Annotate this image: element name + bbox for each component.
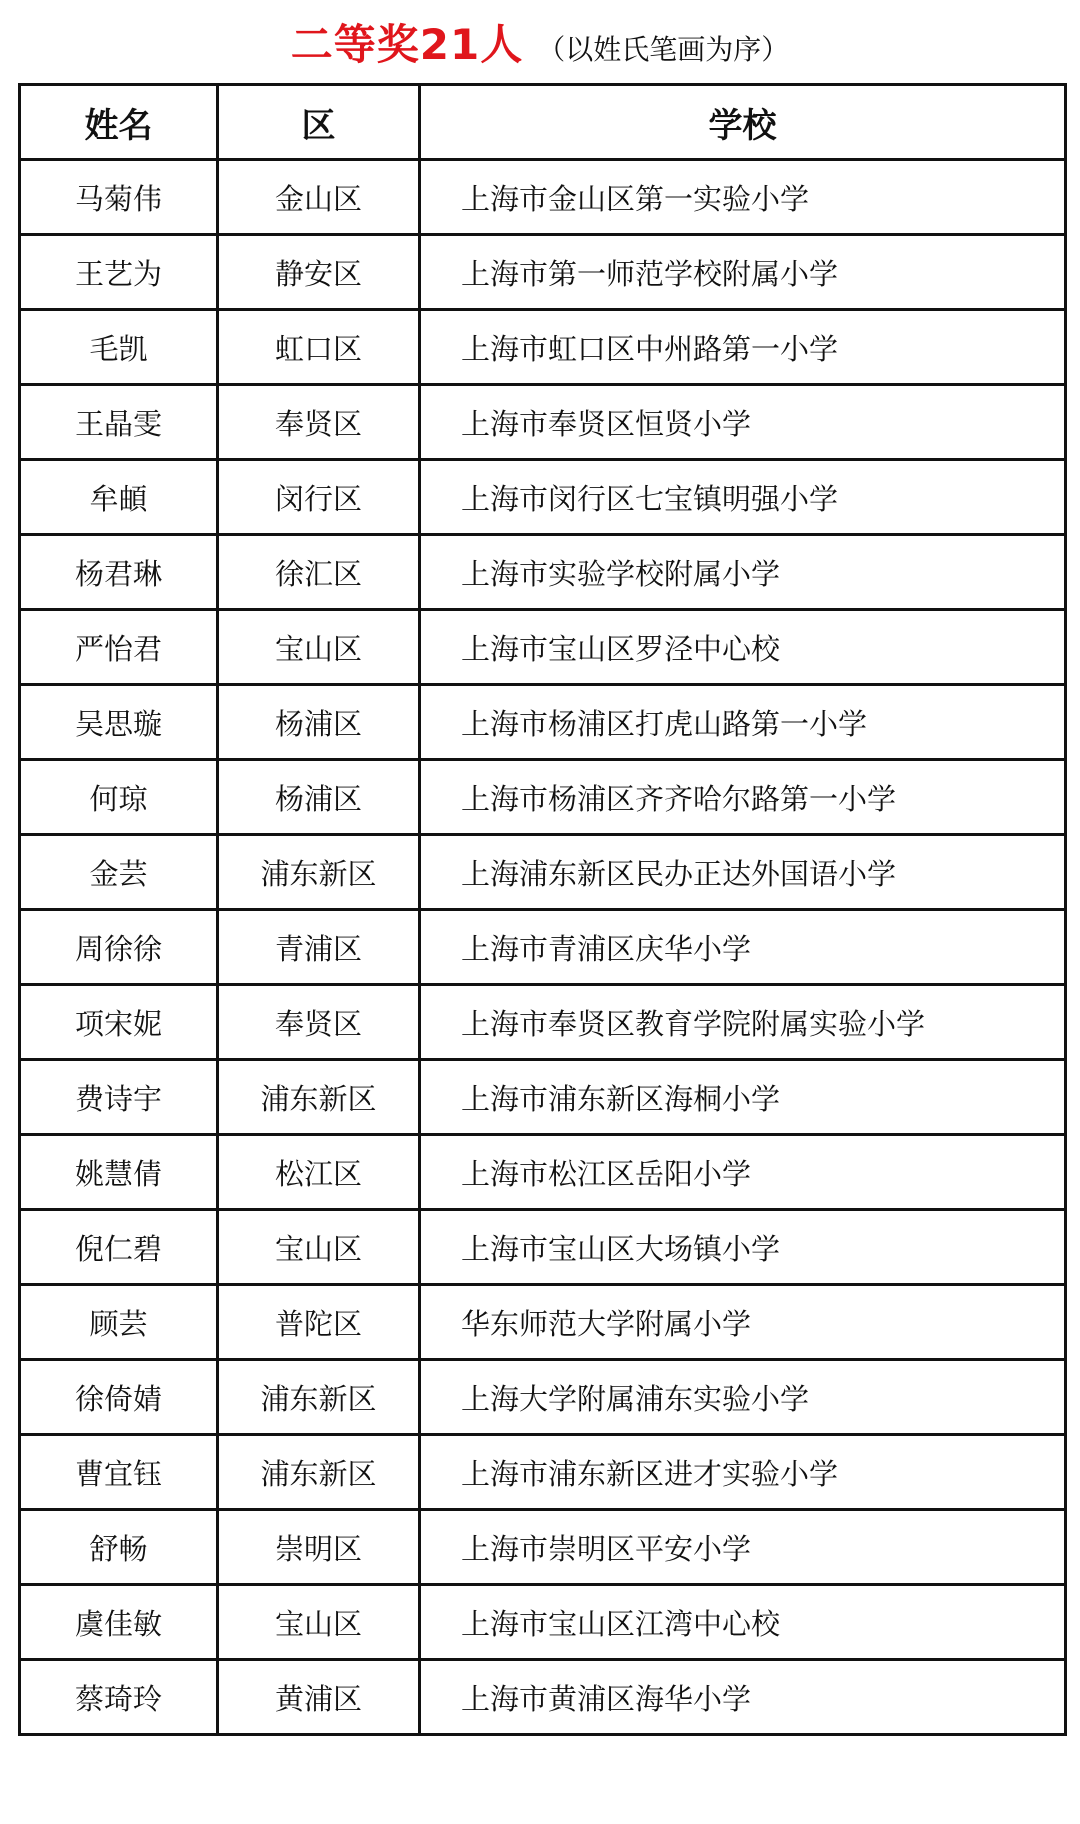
page-title xyxy=(0,14,1080,76)
cell-name: 曹宜钰 xyxy=(20,1435,218,1510)
table-row xyxy=(20,985,1066,1060)
table-row xyxy=(20,160,1066,235)
cell-school: 上海市杨浦区打虎山路第一小学 xyxy=(420,685,1066,760)
table-row xyxy=(20,910,1066,985)
cell-school: 上海市浦东新区海桐小学 xyxy=(420,1060,1066,1135)
cell-district: 青浦区 xyxy=(218,910,420,985)
cell-district: 杨浦区 xyxy=(218,760,420,835)
cell-district: 宝山区 xyxy=(218,610,420,685)
cell-name: 王艺为 xyxy=(20,235,218,310)
cell-name: 王晶雯 xyxy=(20,385,218,460)
cell-school: 上海市杨浦区齐齐哈尔路第一小学 xyxy=(420,760,1066,835)
cell-name: 顾芸 xyxy=(20,1285,218,1360)
cell-district: 普陀区 xyxy=(218,1285,420,1360)
table-row xyxy=(20,460,1066,535)
cell-district: 宝山区 xyxy=(218,1210,420,1285)
table-row xyxy=(20,535,1066,610)
cell-school: 华东师范大学附属小学 xyxy=(420,1285,1066,1360)
cell-district: 宝山区 xyxy=(218,1585,420,1660)
cell-school: 上海市崇明区平安小学 xyxy=(420,1510,1066,1585)
header-district: 区 xyxy=(218,85,420,160)
cell-school: 上海市虹口区中州路第一小学 xyxy=(420,310,1066,385)
cell-school: 上海市黄浦区海华小学 xyxy=(420,1660,1066,1735)
cell-district: 金山区 xyxy=(218,160,420,235)
cell-school: 上海市奉贤区教育学院附属实验小学 xyxy=(420,985,1066,1060)
table-row xyxy=(20,835,1066,910)
cell-name: 毛凯 xyxy=(20,310,218,385)
award-table xyxy=(18,83,1067,1736)
cell-school: 上海市闵行区七宝镇明强小学 xyxy=(420,460,1066,535)
cell-district: 浦东新区 xyxy=(218,1060,420,1135)
cell-district: 奉贤区 xyxy=(218,385,420,460)
cell-name: 徐倚婧 xyxy=(20,1360,218,1435)
cell-school: 上海浦东新区民办正达外国语小学 xyxy=(420,835,1066,910)
cell-name: 舒畅 xyxy=(20,1510,218,1585)
award-title: 二等奖21人 xyxy=(290,20,524,69)
table-row xyxy=(20,610,1066,685)
cell-district: 徐汇区 xyxy=(218,535,420,610)
cell-district: 杨浦区 xyxy=(218,685,420,760)
cell-school: 上海市宝山区江湾中心校 xyxy=(420,1585,1066,1660)
cell-name: 虞佳敏 xyxy=(20,1585,218,1660)
table-row xyxy=(20,760,1066,835)
award-order-note: （以姓氏笔画为序） xyxy=(537,33,790,66)
table-row xyxy=(20,1435,1066,1510)
table-row xyxy=(20,1510,1066,1585)
cell-district: 浦东新区 xyxy=(218,835,420,910)
cell-district: 闵行区 xyxy=(218,460,420,535)
table-row xyxy=(20,1585,1066,1660)
table-row xyxy=(20,1060,1066,1135)
cell-district: 浦东新区 xyxy=(218,1360,420,1435)
cell-school: 上海大学附属浦东实验小学 xyxy=(420,1360,1066,1435)
table-row xyxy=(20,1210,1066,1285)
cell-school: 上海市浦东新区进才实验小学 xyxy=(420,1435,1066,1510)
cell-school: 上海市第一师范学校附属小学 xyxy=(420,235,1066,310)
table-row xyxy=(20,1660,1066,1735)
table-row xyxy=(20,310,1066,385)
cell-school: 上海市青浦区庆华小学 xyxy=(420,910,1066,985)
table-row xyxy=(20,235,1066,310)
cell-school: 上海市金山区第一实验小学 xyxy=(420,160,1066,235)
cell-name: 蔡琦玲 xyxy=(20,1660,218,1735)
cell-name: 周徐徐 xyxy=(20,910,218,985)
cell-district: 崇明区 xyxy=(218,1510,420,1585)
cell-name: 严怡君 xyxy=(20,610,218,685)
header-name: 姓名 xyxy=(20,85,218,160)
table-body xyxy=(20,160,1066,1735)
cell-district: 奉贤区 xyxy=(218,985,420,1060)
cell-school: 上海市实验学校附属小学 xyxy=(420,535,1066,610)
cell-name: 马菊伟 xyxy=(20,160,218,235)
cell-school: 上海市宝山区大场镇小学 xyxy=(420,1210,1066,1285)
cell-name: 杨君琳 xyxy=(20,535,218,610)
cell-name: 费诗宇 xyxy=(20,1060,218,1135)
cell-district: 松江区 xyxy=(218,1135,420,1210)
header-school: 学校 xyxy=(420,85,1066,160)
cell-school: 上海市奉贤区恒贤小学 xyxy=(420,385,1066,460)
cell-name: 何琼 xyxy=(20,760,218,835)
cell-name: 项宋妮 xyxy=(20,985,218,1060)
header-row xyxy=(20,85,1066,160)
table-row xyxy=(20,385,1066,460)
cell-district: 静安区 xyxy=(218,235,420,310)
cell-district: 虹口区 xyxy=(218,310,420,385)
cell-name: 倪仁碧 xyxy=(20,1210,218,1285)
cell-district: 浦东新区 xyxy=(218,1435,420,1510)
cell-name: 姚慧倩 xyxy=(20,1135,218,1210)
cell-school: 上海市松江区岳阳小学 xyxy=(420,1135,1066,1210)
cell-name: 金芸 xyxy=(20,835,218,910)
cell-name: 吴思璇 xyxy=(20,685,218,760)
cell-school: 上海市宝山区罗泾中心校 xyxy=(420,610,1066,685)
table-row xyxy=(20,685,1066,760)
cell-district: 黄浦区 xyxy=(218,1660,420,1735)
cell-name: 牟頔 xyxy=(20,460,218,535)
table-row xyxy=(20,1285,1066,1360)
table-row xyxy=(20,1135,1066,1210)
table-row xyxy=(20,1360,1066,1435)
table-header xyxy=(20,85,1066,160)
